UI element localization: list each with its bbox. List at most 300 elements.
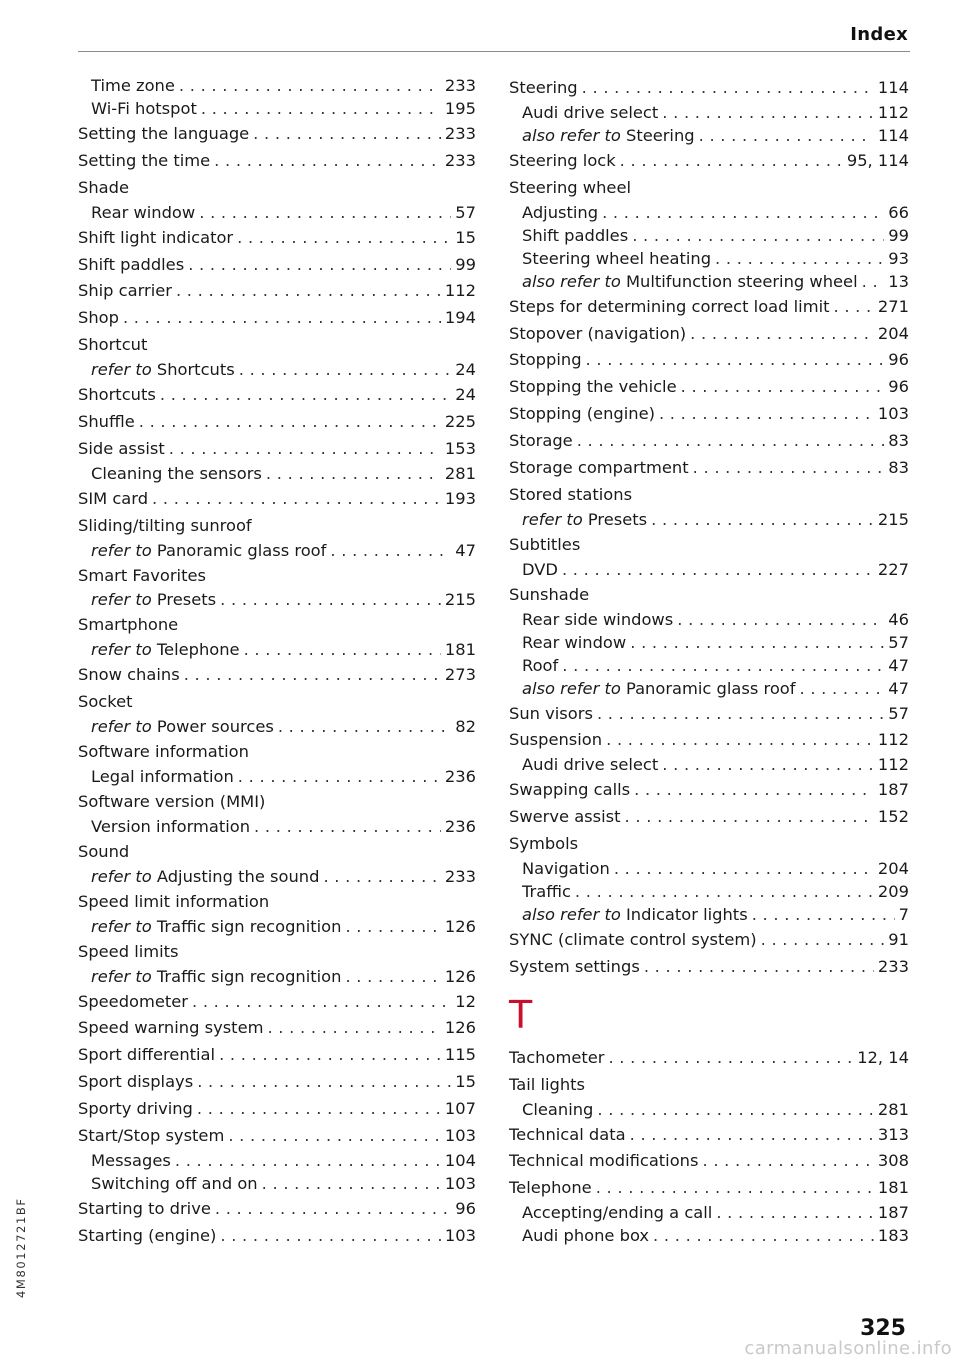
dot-leader (608, 1045, 853, 1072)
index-entry (509, 582, 909, 609)
index-entry-label: Software information (78, 742, 249, 762)
dot-leader (266, 461, 441, 486)
index-entry-label: Steps for determining correct load limit (509, 296, 830, 316)
index-entry-page: 83 (888, 431, 909, 451)
index-entry (509, 954, 909, 981)
index-entry-label: Steering wheel heating (522, 248, 712, 268)
dot-leader (596, 1175, 874, 1202)
index-entry-label: Telephone (509, 1178, 592, 1198)
index-entry-label: Adjusting the sound (156, 866, 320, 886)
index-entry (509, 123, 909, 148)
index-entry-page: 96 (888, 350, 909, 370)
index-entry-page: 57 (888, 632, 909, 652)
index-entry-label: Sound (78, 841, 130, 861)
dot-leader (262, 1171, 441, 1196)
index-entry (509, 401, 909, 428)
index-entry-label: Stopping the vehicle (509, 377, 677, 397)
index-entry-label: Sunshade (509, 584, 590, 604)
index-entry-page: 114 (877, 78, 909, 97)
dot-leader (632, 223, 884, 248)
cross-reference-prefix: also refer to (522, 905, 621, 925)
index-entry (509, 100, 909, 125)
index-entry-label: Snow chains (78, 665, 180, 685)
index-entry (509, 455, 909, 482)
index-entry-label: Legal information (91, 767, 234, 787)
dot-leader (833, 294, 873, 321)
index-entry-page: 126 (444, 916, 476, 936)
index-entry (509, 321, 909, 348)
index-entry-label: Storage (509, 431, 573, 451)
index-entry (78, 839, 476, 866)
dot-leader (681, 374, 885, 401)
index-entry-label: Steering wheel (509, 177, 631, 197)
index-entry (509, 804, 909, 831)
dot-leader (662, 752, 874, 777)
index-entry (509, 752, 909, 777)
index-entry-page: 194 (444, 308, 476, 328)
index-entry-page: 204 (877, 323, 909, 343)
index-entry-page: 112 (877, 730, 909, 750)
index-entry-label: Cleaning (522, 1099, 594, 1119)
index-entry-page: 112 (877, 102, 909, 122)
index-entry-page: 96 (888, 377, 909, 397)
index-entry-label: Presets (587, 509, 648, 529)
dot-leader (606, 727, 874, 754)
index-entry-label: Panoramic glass roof (625, 678, 796, 698)
index-entry-label: Starting (engine) (78, 1225, 217, 1245)
index-entry-page: 82 (455, 717, 476, 737)
dot-leader (662, 100, 874, 125)
index-entry-page: 115 (444, 1045, 476, 1065)
cross-reference-prefix: refer to (91, 590, 152, 610)
index-entry-page: 99 (455, 254, 476, 274)
dot-leader (175, 1148, 441, 1173)
dot-leader (716, 1200, 874, 1225)
index-entry (509, 676, 909, 701)
dot-leader (562, 557, 874, 582)
dot-leader (160, 382, 451, 409)
index-entry-label: DVD (522, 559, 558, 579)
dot-leader (192, 989, 451, 1016)
index-entry-page: 236 (444, 816, 476, 836)
index-entry-page: 281 (444, 463, 476, 483)
index-entry (78, 278, 476, 305)
index-entry-page: 215 (877, 509, 909, 529)
dot-leader (659, 401, 874, 428)
index-entry (509, 347, 909, 374)
index-entry-label: Start/Stop system (78, 1126, 225, 1146)
cross-reference-prefix: also refer to (522, 678, 621, 698)
index-entry-label: Stopover (navigation) (509, 323, 687, 343)
index-entry-label: Swapping calls (509, 780, 631, 800)
index-entry-label: Swerve assist (509, 807, 621, 827)
dot-leader (237, 225, 451, 252)
index-entry (78, 382, 476, 409)
index-entry-page: 233 (877, 956, 909, 976)
index-entry-label: Sliding/tilting sunroof (78, 515, 252, 535)
section-letter: T (509, 992, 533, 1037)
dot-leader (602, 200, 884, 225)
dot-leader (345, 914, 440, 939)
dot-leader (644, 954, 874, 981)
index-entry-page: 15 (455, 1072, 476, 1092)
index-entry-page: 24 (455, 360, 476, 380)
index-entry-label: Speed limit information (78, 891, 270, 911)
index-entry-page: 187 (877, 1203, 909, 1223)
dot-leader (179, 73, 441, 98)
index-entry-label: Multifunction steering wheel (625, 271, 858, 291)
index-entry (78, 1196, 476, 1223)
index-entry (78, 1148, 476, 1173)
index-entry (78, 889, 476, 916)
index-entry-label: Wi-Fi hotspot (91, 99, 197, 118)
index-entry-page: 83 (888, 458, 909, 478)
dot-leader (597, 1097, 874, 1122)
index-entry-label: Shift light indicator (78, 227, 234, 247)
index-entry-page: 271 (877, 296, 909, 316)
dot-leader (330, 538, 451, 563)
index-entry-page: 7 (898, 905, 909, 925)
page-number: 325 (860, 1316, 906, 1341)
index-entry (78, 964, 476, 989)
index-entry-label: Version information (91, 816, 251, 836)
index-entry-page: 47 (455, 540, 476, 560)
index-entry (509, 1223, 909, 1248)
index-entry-label: Switching off and on (91, 1173, 258, 1193)
index-entry (509, 532, 909, 559)
dot-leader (630, 1122, 874, 1149)
index-entry-label: Shortcut (78, 335, 148, 355)
index-entry-label: Shortcuts (156, 360, 235, 380)
index-entry-label: Power sources (156, 717, 274, 737)
dot-leader (197, 1069, 451, 1096)
index-entry (509, 1122, 909, 1149)
index-entry-page: 93 (888, 248, 909, 268)
index-entry-label: Stopping (509, 350, 582, 370)
dot-leader (799, 676, 884, 701)
index-entry (509, 294, 909, 321)
index-entry-page: 281 (877, 1099, 909, 1119)
index-entry-label: System settings (509, 956, 640, 976)
dot-leader (586, 347, 885, 374)
index-entry-label: Technical modifications (509, 1151, 699, 1171)
index-entry-page: 233 (444, 866, 476, 886)
index-entry-label: Side assist (78, 438, 165, 458)
index-entry-page: 233 (444, 76, 476, 95)
index-entry (78, 225, 476, 252)
dot-leader (693, 455, 885, 482)
index-entry (78, 789, 476, 816)
dot-leader (254, 814, 441, 839)
dot-leader (651, 507, 874, 532)
index-entry (509, 428, 909, 455)
index-entry-label: Starting to drive (78, 1198, 211, 1218)
index-entry-label: Time zone (91, 76, 175, 95)
index-entry-label: Rear window (91, 202, 196, 222)
index-entry (78, 357, 476, 382)
index-entry-page: 126 (444, 966, 476, 986)
index-entry-page: 112 (444, 281, 476, 301)
index-entry (509, 482, 909, 509)
dot-leader (219, 1042, 441, 1069)
dot-leader (614, 856, 874, 881)
index-entry-label: Panoramic glass roof (156, 540, 327, 560)
index-entry-label: Stored stations (509, 484, 633, 504)
index-entry-label: Audi phone box (522, 1226, 650, 1246)
dot-leader (253, 121, 441, 148)
index-entry (78, 714, 476, 739)
dot-leader (345, 964, 440, 989)
index-entry-label: Storage compartment (509, 458, 689, 478)
index-entry-page: 96 (455, 1198, 476, 1218)
index-entry (78, 200, 476, 225)
index-entry-page: 273 (444, 665, 476, 685)
index-entry (509, 927, 909, 954)
index-entry-label: Steering (509, 78, 578, 97)
index-entry-page: 227 (877, 559, 909, 579)
index-entry (78, 739, 476, 766)
index-entry-label: Shuffle (78, 412, 135, 432)
index-entry-label: Shortcuts (78, 385, 156, 405)
index-entry (509, 200, 909, 225)
index-entry (509, 75, 909, 102)
index-entry (509, 246, 909, 271)
dot-leader (582, 75, 874, 102)
index-entry-label: SIM card (78, 488, 149, 508)
dot-leader (634, 777, 874, 804)
index-entry (78, 175, 476, 202)
index-entry (509, 630, 909, 655)
index-entry-page: 103 (877, 404, 909, 424)
dot-leader (244, 637, 441, 662)
header-divider (78, 51, 910, 52)
index-entry-label: Technical data (509, 1124, 626, 1144)
dot-leader (597, 701, 884, 728)
dot-leader (188, 252, 451, 279)
index-entry-page: 15 (455, 227, 476, 247)
dot-leader (139, 409, 441, 436)
index-entry-page: 193 (444, 488, 476, 508)
dot-leader (715, 246, 884, 271)
index-entry-page: 183 (877, 1226, 909, 1246)
cross-reference-prefix: refer to (91, 540, 152, 560)
index-entry-page: 12, 14 (857, 1047, 909, 1067)
dot-leader (625, 804, 874, 831)
index-entry-label: Navigation (522, 859, 610, 879)
index-entry (78, 486, 476, 513)
index-entry-label: Messages (91, 1150, 171, 1170)
dot-leader (238, 764, 441, 789)
index-entry (78, 939, 476, 966)
index-entry (78, 1096, 476, 1123)
index-entry (78, 1042, 476, 1069)
index-entry (78, 252, 476, 279)
index-entry-label: Tachometer (509, 1047, 605, 1067)
index-entry-page: 187 (877, 780, 909, 800)
cross-reference-prefix: refer to (91, 866, 152, 886)
index-entry (78, 121, 476, 148)
index-entry-page: 107 (444, 1099, 476, 1119)
cross-reference-prefix: refer to (522, 509, 583, 529)
dot-leader (630, 630, 884, 655)
index-entry (78, 1069, 476, 1096)
index-entry-label: Sport differential (78, 1045, 216, 1065)
cross-reference-prefix: also refer to (522, 125, 621, 145)
dot-leader (228, 1123, 441, 1150)
index-entry-label: Audi drive select (522, 102, 659, 122)
index-entry-label: Shift paddles (522, 225, 629, 245)
index-entry (78, 764, 476, 789)
index-entry (78, 1223, 476, 1250)
index-entry-label: Suspension (509, 730, 603, 750)
index-entry (78, 96, 476, 121)
index-entry-page: 233 (444, 124, 476, 143)
index-entry-page: 46 (888, 609, 909, 629)
index-entry-label: Audi drive select (522, 755, 659, 775)
cross-reference-prefix: refer to (91, 717, 152, 737)
index-entry-label: Sun visors (509, 703, 593, 723)
index-entry-label: Symbols (509, 834, 579, 854)
index-entry-page: 308 (877, 1151, 909, 1171)
index-entry-label: Setting the time (78, 150, 211, 170)
dot-leader (214, 148, 441, 175)
index-entry-page: 66 (888, 202, 909, 222)
index-entry (78, 538, 476, 563)
index-entry-label: Tail lights (509, 1074, 586, 1094)
index-entry-label: SYNC (climate control system) (509, 930, 757, 950)
index-column-left (78, 75, 476, 1250)
index-entry-label: Subtitles (509, 534, 581, 554)
index-entry (78, 461, 476, 486)
dot-leader (123, 305, 441, 332)
index-entry-page: 114 (877, 125, 909, 145)
index-entry-label: Adjusting (522, 202, 599, 222)
index-entry-page: 47 (888, 678, 909, 698)
index-entry (78, 332, 476, 359)
index-entry (509, 223, 909, 248)
index-entry (78, 513, 476, 540)
index-entry-page: 195 (444, 99, 476, 118)
dot-leader (620, 148, 843, 175)
index-entry-page: 91 (888, 930, 909, 950)
index-entry-label: Speedometer (78, 991, 188, 1011)
index-entry (509, 701, 909, 728)
dot-leader (184, 662, 441, 689)
dot-leader (199, 200, 451, 225)
index-entry (509, 1072, 909, 1099)
index-entry (78, 1171, 476, 1196)
index-entry-label: Ship carrier (78, 281, 172, 301)
dot-leader (653, 1223, 874, 1248)
cross-reference-prefix: refer to (91, 966, 152, 986)
index-column-right (509, 75, 909, 1248)
index-entry (509, 269, 909, 294)
index-entry (78, 637, 476, 662)
index-entry (509, 879, 909, 904)
index-entry (509, 1175, 909, 1202)
index-entry-page: 47 (888, 655, 909, 675)
index-entry-label: Traffic (522, 882, 571, 902)
index-entry-label: Rear side windows (522, 609, 674, 629)
index-entry-label: Accepting/ending a call (522, 1203, 713, 1223)
index-entry (509, 148, 909, 175)
index-entry-label: Stopping (engine) (509, 404, 655, 424)
index-entry-label: Steering (625, 125, 695, 145)
index-entry-label: Smart Favorites (78, 565, 206, 585)
dot-leader (152, 486, 441, 513)
cross-reference-prefix: also refer to (522, 271, 621, 291)
index-entry (78, 864, 476, 889)
index-entry (78, 436, 476, 463)
index-entry (78, 305, 476, 332)
index-entry (509, 1097, 909, 1122)
index-entry-label: Shift paddles (78, 254, 185, 274)
index-entry (509, 507, 909, 532)
dot-leader (239, 357, 452, 382)
index-entry (78, 73, 476, 98)
document-code: 4M8012721BF (14, 1197, 28, 1298)
index-entry-label: Speed limits (78, 941, 179, 961)
page-header-title: Index (850, 24, 908, 45)
index-entry-label: Socket (78, 692, 133, 712)
index-entry (78, 1123, 476, 1150)
index-entry-label: Presets (156, 590, 217, 610)
index-entry (509, 856, 909, 881)
index-entry-page: 181 (877, 1178, 909, 1198)
index-entry-page: 103 (444, 1173, 476, 1193)
dot-leader (761, 927, 885, 954)
index-entry-page: 233 (444, 150, 476, 170)
dot-leader (677, 607, 884, 632)
index-entry-page: 209 (877, 882, 909, 902)
index-entry (78, 689, 476, 716)
index-entry-page: 236 (444, 767, 476, 787)
index-entry-label: Speed warning system (78, 1018, 264, 1038)
index-entry-label: Indicator lights (625, 905, 748, 925)
dot-leader (278, 714, 451, 739)
index-entry-page: 112 (877, 755, 909, 775)
cross-reference-prefix: refer to (91, 360, 152, 380)
index-entry (509, 1200, 909, 1225)
index-entry (509, 374, 909, 401)
cross-reference-prefix: refer to (91, 640, 152, 660)
index-entry (509, 727, 909, 754)
index-entry (509, 831, 909, 858)
index-entry-label: Steering lock (509, 150, 616, 170)
dot-leader (690, 321, 874, 348)
dot-leader (201, 96, 441, 121)
index-entry-page: 104 (444, 1150, 476, 1170)
index-entry-label: Rear window (522, 632, 627, 652)
index-entry-page: 126 (444, 1018, 476, 1038)
index-entry-page: 24 (455, 385, 476, 405)
dot-leader (169, 436, 441, 463)
index-entry-page: 225 (444, 412, 476, 432)
index-entry-label: Telephone (156, 640, 240, 660)
index-entry (78, 814, 476, 839)
index-entry-label: Sporty driving (78, 1099, 193, 1119)
index-entry (78, 563, 476, 590)
index-entry (509, 607, 909, 632)
index-entry-label: Roof (522, 655, 559, 675)
index-entry (509, 1045, 909, 1072)
dot-leader (862, 269, 885, 294)
index-entry-label: Traffic sign recognition (156, 916, 342, 936)
index-entry (78, 148, 476, 175)
dot-leader (176, 278, 441, 305)
dot-leader (575, 879, 874, 904)
dot-leader (220, 587, 441, 612)
